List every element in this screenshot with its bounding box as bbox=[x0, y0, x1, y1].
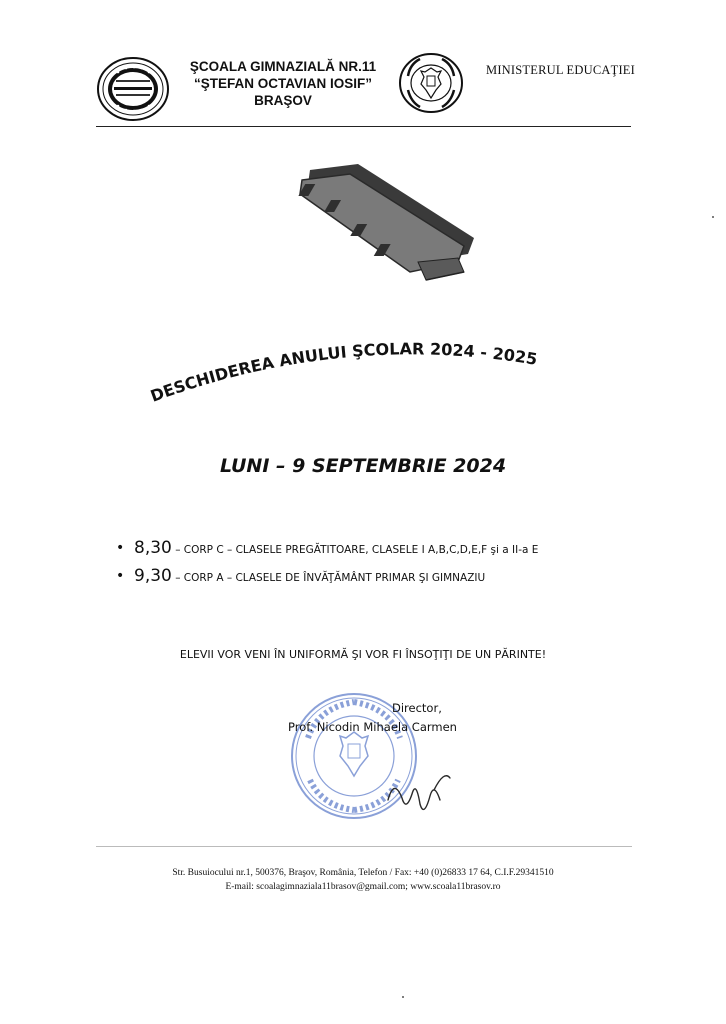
director-name: Prof. Nicodin Mihaela Carmen bbox=[288, 720, 457, 734]
director-role: Director, bbox=[392, 701, 442, 715]
schedule-description: – CORP C – CLASELE PREGĂTITOARE, CLASELE I A,B,C,D,E,F şi a II-a E bbox=[171, 544, 539, 556]
school-seal-icon bbox=[96, 56, 170, 122]
header-divider bbox=[96, 126, 631, 127]
footer-contact: E-mail: scoalagimnaziala11brasov@gmail.com; www.scoala11brasov.ro bbox=[225, 882, 501, 892]
scan-speck bbox=[402, 996, 404, 998]
footer bbox=[0, 866, 726, 894]
event-date: LUNI – 9 SEPTEMBRIE 2024 bbox=[219, 455, 507, 477]
scan-speck bbox=[712, 216, 714, 218]
schedule-item bbox=[116, 538, 538, 566]
headline-text: DESCHIDEREA ANULUI ŞCOLAR 2024 - 2025 bbox=[147, 339, 539, 406]
wordart-graphic bbox=[298, 162, 480, 286]
footer-address: Str. Busuiocului nr.1, 500376, Braşov, România, Telefon / Fax: +40 (0)26833 17 64, C.I.F.29341510 bbox=[172, 868, 554, 878]
school-name-line2: “ŞTEFAN OCTAVIAN IOSIF” bbox=[193, 76, 372, 91]
ministry-name: MINISTERUL EDUCAŢIEI bbox=[486, 63, 636, 77]
government-seal-icon bbox=[398, 52, 464, 114]
footer-divider bbox=[96, 846, 632, 847]
schedule-time: 9,30 bbox=[134, 566, 172, 586]
school-name-line3: BRAŞOV bbox=[254, 93, 312, 108]
schedule-item bbox=[116, 566, 538, 594]
headline bbox=[145, 330, 655, 420]
handwritten-signature-icon bbox=[384, 760, 454, 820]
bullet-icon: • bbox=[116, 540, 125, 556]
schedule-time: 8,30 bbox=[134, 538, 172, 558]
schedule-description: – CORP A – CLASELE DE ÎNVĂŢĂMÂNT PRIMAR ŞI GIMNAZIU bbox=[171, 572, 486, 584]
bullet-icon: • bbox=[116, 568, 125, 584]
school-name bbox=[178, 58, 388, 109]
schedule-list bbox=[116, 538, 538, 594]
uniform-notice: ELEVII VOR VENI ÎN UNIFORMĂ ŞI VOR FI ÎNSOŢIŢI DE UN PĂRINTE! bbox=[179, 648, 547, 661]
school-name-line1: ŞCOALA GIMNAZIALĂ NR.11 bbox=[189, 59, 377, 74]
svg-text:DESCHIDEREA ANULUI ŞCOLAR 2024 bbox=[148, 339, 539, 405]
